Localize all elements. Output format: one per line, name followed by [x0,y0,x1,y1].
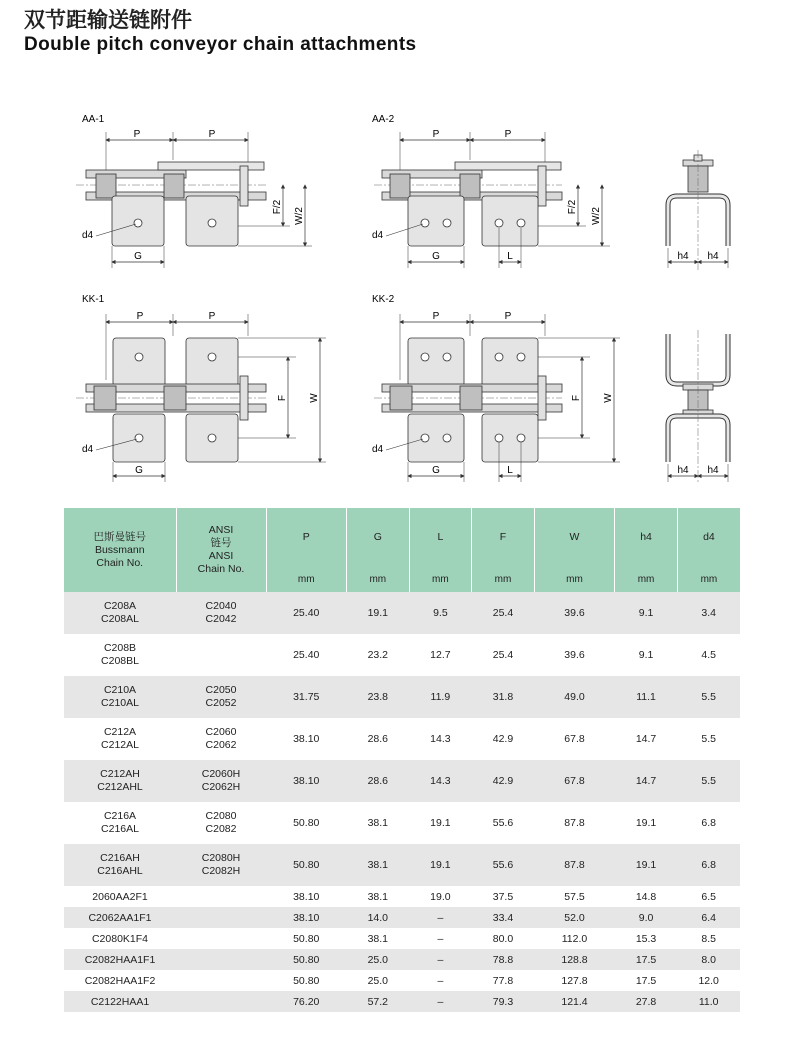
kk1-w: W [309,393,320,403]
cell-value: 128.8 [534,949,614,970]
cell-value: 6.4 [677,907,740,928]
kk1-p2: P [208,311,216,322]
diagram-aa1 [76,114,312,268]
aa1-f2: F/2 [272,199,283,215]
cell-ansi [176,718,266,760]
aa1-w2: W/2 [294,207,305,225]
cell-bussmann-2: C216AL [101,823,139,835]
cell-value: 87.8 [564,816,585,829]
cell-ansi-1: C2080H [201,852,241,864]
cell-value: 38.1 [367,890,388,903]
cell-ansi [176,844,266,886]
kk1-p1: P [136,311,144,322]
diagram-kk2 [372,294,620,482]
cell-bussmann [64,718,176,760]
cell-value: 6.8 [701,816,716,829]
col-header-f: F [472,508,535,566]
cell-ansi [176,634,266,676]
aa2-p2: P [504,129,512,140]
cell-value: 14.3 [430,732,451,745]
cell-value: 8.5 [701,932,716,945]
cell-value: 28.6 [346,760,409,802]
cell-value: – [409,991,472,1012]
col-header-bussmann [64,508,176,592]
col-header-bussmann-en1: Bussmann [94,543,145,556]
cell-value: 50.80 [266,844,346,886]
cell-ansi-1: C2060H [201,768,241,780]
cell-value: 28.6 [367,732,388,745]
cell-value: 57.2 [346,991,409,1012]
cell-value: 67.8 [564,732,585,745]
cell-value: 5.5 [701,732,716,745]
aa1-p2: P [208,129,216,140]
cell-value: 50.80 [293,932,320,945]
cell-bussmann: 2060AA2F1 [92,890,148,903]
kk2-w: W [603,393,614,403]
cell-bussmann-2: C208BL [101,655,139,667]
kk2-label: KK-2 [372,294,395,305]
cell-value: 55.6 [472,844,535,886]
aa2-l: L [507,251,513,262]
cell-ansi-1: C2040 [205,600,237,612]
cell-value: 25.0 [346,949,409,970]
kk1-g: G [135,465,143,476]
cell-value: 38.10 [266,907,346,928]
cell-value: 14.3 [409,760,472,802]
col-header-bussmann-cn: 巴斯曼链号 [93,530,146,543]
col-header-ansi-l3: ANSI [208,550,234,562]
cell-value: 8.0 [677,949,740,970]
cell-value: 67.8 [534,760,614,802]
cell-value: – [437,974,444,987]
diagram-side-kk [668,330,728,482]
cell-value: 12.7 [430,648,451,661]
cell-value: 25.0 [367,974,388,987]
cell-value: 42.9 [492,732,514,745]
cell-ansi [176,592,266,634]
cell-value: 19.0 [430,890,451,903]
cell-value: 19.1 [346,592,409,634]
cell-value: 19.1 [635,816,657,829]
cell-value: 9.1 [638,648,654,661]
cell-value: 14.8 [635,890,657,903]
cell-bussmann: C2080K1F4 [91,932,149,945]
cell-value: 4.5 [701,648,716,661]
cell-value: 19.1 [409,844,472,886]
cell-value: 33.4 [472,907,535,928]
cell-bussmann: C2082HAA1F2 [84,974,156,987]
cell-value: 17.5 [615,949,678,970]
cell-bussmann-2: C212AL [101,739,139,751]
cell-value: 11.0 [677,991,740,1012]
cell-ansi [176,949,266,970]
cell-value: 23.2 [367,648,388,661]
unit-f: mm [472,566,535,592]
aa2-g: G [432,251,440,262]
cell-value: 9.5 [409,592,472,634]
table-row [64,592,740,634]
page-title-cn: 双节距输送链附件 [24,8,192,32]
kk1-d4: d4 [82,444,94,455]
col-header-bussmann-en2: Chain No. [96,556,144,569]
cell-value: 3.4 [677,592,740,634]
cell-value: 121.4 [534,991,614,1012]
side-kk-h4-right: h4 [707,465,719,476]
cell-value: 5.5 [677,760,740,802]
cell-value: 87.8 [534,844,614,886]
col-header-ansi-l4: Chain No. [197,563,245,575]
cell-ansi [176,676,266,718]
chain-drawings [0,90,800,490]
cell-bussmann-1: C208B [103,642,137,654]
cell-ansi-2: C2082H [201,865,241,877]
cell-bussmann-2: C212AHL [97,781,143,793]
cell-value: – [409,907,472,928]
kk2-g: G [432,465,440,476]
cell-ansi-1: C2050 [205,684,237,696]
cell-value: 112.0 [561,932,588,945]
cell-bussmann-1: C212A [103,726,137,738]
cell-value: 38.1 [367,816,388,829]
diagram-kk1 [76,294,326,482]
col-header-ansi-l2: 链号 [210,537,232,549]
cell-bussmann-2: C208AL [101,613,139,625]
cell-value: 55.6 [492,816,514,829]
aa2-d4: d4 [372,230,384,241]
table-row [64,991,740,1012]
cell-bussmann-1: C216A [103,810,137,822]
cell-value: 50.80 [266,949,346,970]
cell-bussmann [64,634,176,676]
aa2-w2: W/2 [591,207,602,225]
kk1-label: KK-1 [82,294,105,305]
cell-value: 17.5 [635,974,657,987]
table-row [64,634,740,676]
cell-bussmann [64,760,176,802]
diagram-aa2 [372,114,610,268]
table-row [64,676,740,718]
table-row [64,886,740,907]
cell-bussmann-1: C210A [103,684,137,696]
cell-bussmann-1: C208A [103,600,137,612]
cell-value: 50.80 [293,816,320,829]
cell-ansi-2: C2052 [205,697,237,709]
cell-value: 6.5 [701,890,716,903]
cell-value: 77.8 [492,974,514,987]
cell-value: 12.0 [698,974,719,987]
cell-ansi-1: C2060 [205,726,237,738]
aa1-g: G [134,251,142,262]
aa2-p1: P [432,129,440,140]
cell-bussmann [64,802,176,844]
cell-value: 80.0 [492,932,514,945]
cell-value: 78.8 [472,949,535,970]
cell-value: 37.5 [492,890,514,903]
cell-value: 23.8 [346,676,409,718]
cell-ansi [176,760,266,802]
table-row [64,760,740,802]
cell-value: 27.8 [615,991,678,1012]
cell-value: 14.7 [635,732,657,745]
kk2-l: L [507,465,513,476]
cell-bussmann-2: C216AHL [97,865,143,877]
cell-ansi-1: C2080 [205,810,237,822]
col-header-w: W [534,508,614,566]
cell-value: 25.40 [293,648,320,661]
kk2-d4: d4 [372,444,384,455]
table-row [64,718,740,760]
table-row [64,802,740,844]
cell-value: 38.10 [293,732,320,745]
cell-value: 52.0 [534,907,614,928]
cell-value: 19.1 [615,844,678,886]
side-kk-h4-left: h4 [677,465,689,476]
table-row [64,949,740,970]
unit-w: mm [534,566,614,592]
cell-bussmann: C2062AA1F1 [64,907,176,928]
cell-value: 39.6 [564,648,585,661]
cell-value: 25.4 [472,592,535,634]
cell-value: 31.75 [266,676,346,718]
cell-ansi-2: C2042 [205,613,237,625]
table-row [64,970,740,991]
col-header-d4: d4 [677,508,740,566]
cell-value: 31.8 [472,676,535,718]
col-header-ansi [176,508,266,592]
cell-value: – [437,932,444,945]
unit-h4: mm [615,566,678,592]
cell-bussmann [64,592,176,634]
cell-value: 76.20 [266,991,346,1012]
cell-value: 25.40 [266,592,346,634]
cell-ansi [176,970,266,991]
cell-value: 38.1 [367,932,388,945]
cell-value: 38.10 [266,760,346,802]
cell-value: 11.9 [409,676,472,718]
cell-bussmann [64,676,176,718]
cell-bussmann-2: C210AL [101,697,139,709]
cell-bussmann [64,844,176,886]
dimensions-table [64,508,740,1012]
cell-value: 9.1 [615,592,678,634]
col-header-p: P [266,508,346,566]
cell-value: 6.8 [677,844,740,886]
side-aa-h4-right: h4 [707,251,719,262]
unit-d4: mm [677,566,740,592]
aa1-label: AA-1 [82,114,105,125]
unit-p: mm [266,566,346,592]
cell-bussmann-1: C212AH [100,768,140,780]
unit-g: mm [346,566,409,592]
col-header-g: G [346,508,409,566]
table-row [64,928,740,949]
table-row [64,844,740,886]
cell-value: 14.0 [346,907,409,928]
aa1-p1: P [133,129,141,140]
kk2-p2: P [504,311,512,322]
cell-value: 19.1 [430,816,451,829]
cell-ansi [176,907,266,928]
cell-value: 5.5 [677,676,740,718]
aa1-d4: d4 [82,230,94,241]
col-header-h4: h4 [615,508,678,566]
cell-value: 79.3 [472,991,535,1012]
diagram-side-aa [668,150,728,270]
cell-value: 127.8 [561,974,588,987]
cell-bussmann: C2122HAA1 [64,991,176,1012]
cell-value: 50.80 [293,974,320,987]
col-header-ansi-l1: ANSI [208,524,234,536]
cell-value: 11.1 [615,676,678,718]
cell-value: 38.1 [346,844,409,886]
cell-value: 25.4 [492,648,514,661]
cell-value: 9.0 [615,907,678,928]
cell-bussmann-1: C216AH [100,852,140,864]
cell-value: 15.3 [635,932,657,945]
cell-value: 38.10 [293,890,320,903]
kk2-p1: P [432,311,440,322]
cell-ansi-2: C2062 [205,739,237,751]
table-row [64,907,740,928]
cell-value: – [409,949,472,970]
cell-value: 49.0 [534,676,614,718]
cell-value: 39.6 [534,592,614,634]
cell-ansi [176,802,266,844]
cell-value: 57.5 [564,890,585,903]
cell-ansi [176,991,266,1012]
aa2-f2: F/2 [567,199,578,215]
side-aa-h4-left: h4 [677,251,689,262]
col-header-l: L [409,508,472,566]
page-title-en: Double pitch conveyor chain attachments [24,34,417,55]
cell-ansi [176,928,266,949]
aa2-label: AA-2 [372,114,395,125]
cell-ansi [176,886,266,907]
cell-ansi-2: C2082 [205,823,237,835]
cell-value: 42.9 [472,760,535,802]
cell-bussmann: C2082HAA1F1 [64,949,176,970]
cell-ansi-2: C2062H [201,781,241,793]
kk1-f: F [277,394,288,402]
cell-value: 14.7 [615,760,678,802]
kk2-f: F [571,394,582,402]
unit-l: mm [409,566,472,592]
